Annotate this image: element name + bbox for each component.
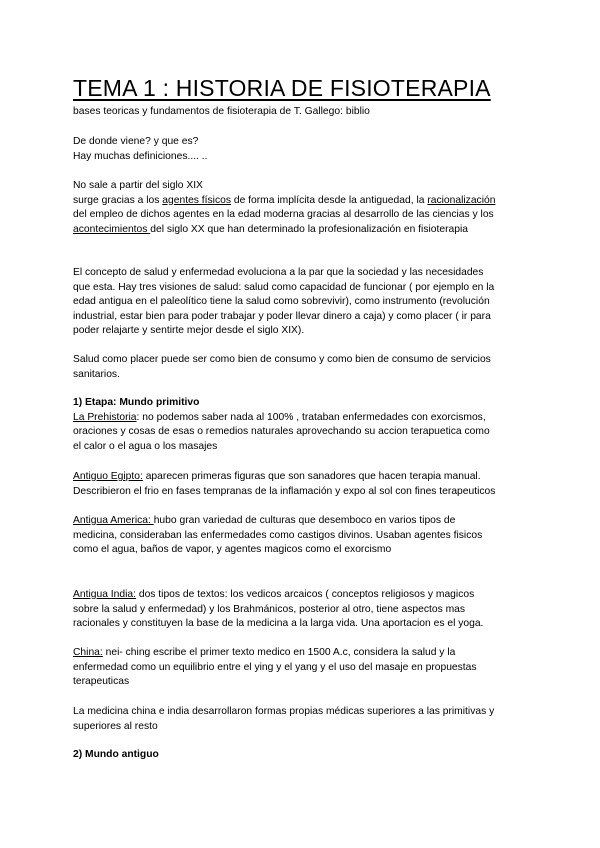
india-line: sobre la salud y enfermedad) y los Brahmánicos, posterior al otro, tiene aspectos mas	[73, 603, 466, 615]
pleasure-line: sanitarios.	[73, 368, 120, 380]
stage1-heading: 1) Etapa: Mundo primitivo	[73, 397, 200, 408]
acontecimientos-term: acontecimientos	[73, 223, 151, 235]
health-line: industrial, estar bien para poder trabajar y poder llevar dinero a caja) y como placer ( ir para	[73, 310, 491, 322]
intro-paragraph	[73, 135, 533, 164]
prehistory-line: el calor o el agua o los masajes	[73, 440, 218, 452]
china-line: terapeuticas	[73, 676, 130, 688]
india-paragraph	[73, 588, 533, 632]
prehistory-text: : no podemos saber nada al 100% , trataban enfermedades con exorcismos,	[136, 411, 486, 423]
egypt-text: aparecen primeras figuras que son sanadores que hacen terapia manual.	[142, 471, 481, 482]
india-label: Antigua India:	[73, 589, 136, 600]
india-line	[73, 588, 533, 603]
china-line: enfermedad como un equilibrio entre el ying y el yang y el uso del masaje en propuestas	[73, 661, 477, 673]
subtitle	[73, 105, 533, 120]
egypt-label: Antiguo Egipto:	[73, 471, 143, 482]
pleasure-paragraph	[73, 353, 533, 382]
conclusion-paragraph	[73, 705, 533, 734]
agentes-fisicos-term: agentes físicos	[162, 194, 231, 206]
stage1-section	[73, 396, 533, 454]
subtitle-text: bases teoricas y fundamentos de fisioterapia de T. Gallego: biblio	[73, 106, 370, 117]
intro-line: De donde viene? y que es?	[73, 136, 199, 147]
origins-line	[73, 194, 533, 209]
america-label: Antigua America:	[73, 515, 154, 526]
india-text: dos tipos de textos: los vedicos arcaicos ( conceptos religiosos y magicos	[135, 589, 475, 600]
health-line: poder relajarte y sentirte mejor desde el siglo XIX).	[73, 325, 305, 337]
prehistory-line: oraciones y cosas de esas o remedios naturales aprovechando su accion terapuetica como	[73, 426, 490, 438]
prehistory-label: La Prehistoria	[73, 411, 137, 423]
health-line: que esta. Hay tres visiones de salud: salud como capacidad de funcionar ( por ejemplo en la	[73, 281, 495, 293]
egypt-paragraph	[73, 470, 533, 499]
stage2-heading: 2) Mundo antiguo	[73, 749, 159, 760]
india-line: racionales y constituyen la base de la medicina a la larga vida. Una aportacion es el yoga.	[73, 618, 484, 630]
health-paragraph	[73, 266, 533, 339]
america-line: medicina, consideraban las enfermedades como castigos divinos. Usaban agentes fisicos	[73, 529, 483, 541]
origins-line: del empleo de dichos agentes en la edad moderna gracias al desarrollo de las ciencias y los	[73, 209, 494, 221]
china-paragraph	[73, 646, 533, 690]
origins-text: de forma implícita desde la antiguedad, la	[230, 194, 428, 206]
america-line	[73, 514, 533, 529]
origins-line: No sale a partir del siglo XIX	[73, 180, 203, 191]
origins-paragraph	[73, 179, 533, 237]
america-line: como el agua, baños de vapor, y agentes magicos como el exorcismo	[73, 544, 392, 556]
origins-text: surge gracias a los	[73, 194, 163, 206]
health-line: edad antigua en el paleolítico tiene la salud como sobrevivir), como instrumento (revolución	[73, 296, 490, 308]
health-line: El concepto de salud y enfermedad evoluciona a la par que la sociedad y las necesidades	[73, 267, 484, 278]
egypt-line	[73, 470, 533, 485]
stage2-section	[73, 748, 533, 763]
egypt-line: Describieron el frio en fases tempranas de la inflamación y expo al sol con fines terapeuticos	[73, 485, 496, 497]
intro-line: Hay muchas definiciones.... ..	[73, 150, 208, 162]
prehistory-line	[73, 411, 533, 426]
page-title: TEMA 1 : HISTORIA DE FISIOTERAPIA	[73, 75, 491, 101]
america-text: hubo gran variedad de culturas que desemboco en varios tipos de	[153, 515, 456, 526]
conclusion-line: superiores al resto	[73, 720, 158, 732]
china-label: China:	[73, 647, 103, 658]
china-text: nei- ching escribe el primer texto medico en 1500 A.c, considera la salud y la	[102, 647, 456, 658]
racionalizacion-term: racionalización	[427, 194, 496, 206]
conclusion-line: La medicina china e india desarrollaron formas propias médicas superiores a las primitivas y	[73, 706, 495, 717]
origins-text: del siglo XX que han determinado la profesionalización en fisioterapia	[150, 223, 468, 235]
origins-line	[73, 223, 533, 238]
america-paragraph	[73, 514, 533, 558]
china-line	[73, 646, 533, 661]
pleasure-line: Salud como placer puede ser como bien de consumo y como bien de consumo de servicios	[73, 354, 491, 365]
